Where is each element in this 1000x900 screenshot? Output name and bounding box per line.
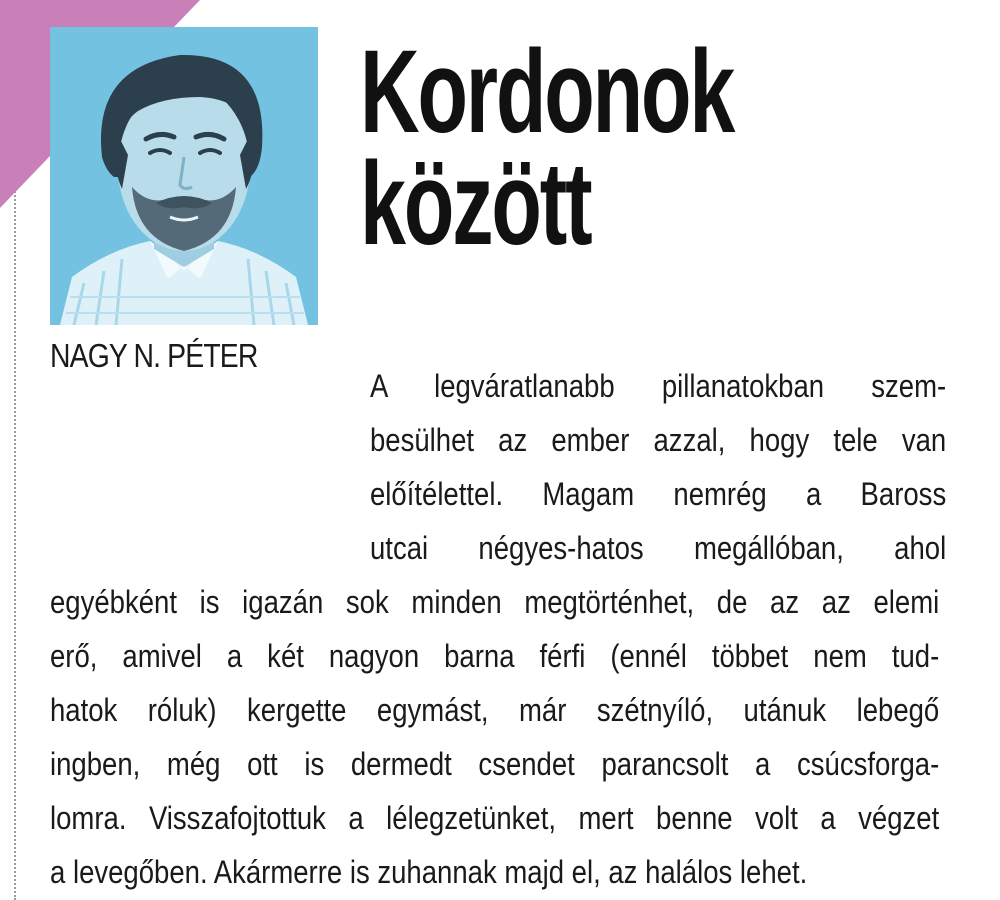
body-line: egyébként is igazán sok minden megtörténhet, de az az elemi [50, 584, 940, 620]
body-line: utcai négyes-hatos megállóban, ahol [370, 530, 947, 566]
body-line: ingben, még ott is dermedt csendet parancsolt a csúcsforga- [50, 746, 940, 782]
headline-line-2: között [360, 138, 591, 270]
author-name: NAGY N. PÉTER [50, 337, 258, 374]
body-line: lomra. Visszafojtottuk a lélegzetünket, mert benne volt a végzet [50, 800, 940, 836]
body-line: előítélettel. Magam nemrég a Baross [370, 476, 947, 512]
headline-line-1: Kordonok [360, 26, 734, 158]
body-line: a levegőben. Akármerre is zuhannak majd el, az halálos lehet. [50, 854, 808, 890]
body-line: hatok róluk) kergette egymást, már szétnyíló, utánuk lebegő [50, 692, 940, 728]
body-line: erő, amivel a két nagyon barna férfi (ennél többet nem tud- [50, 638, 940, 674]
author-photo [50, 27, 318, 325]
headline [360, 26, 734, 270]
body-line: besülhet az ember azzal, hogy tele van [370, 422, 947, 458]
body-line: A legváratlanabb pillanatokban szem- [370, 368, 947, 404]
